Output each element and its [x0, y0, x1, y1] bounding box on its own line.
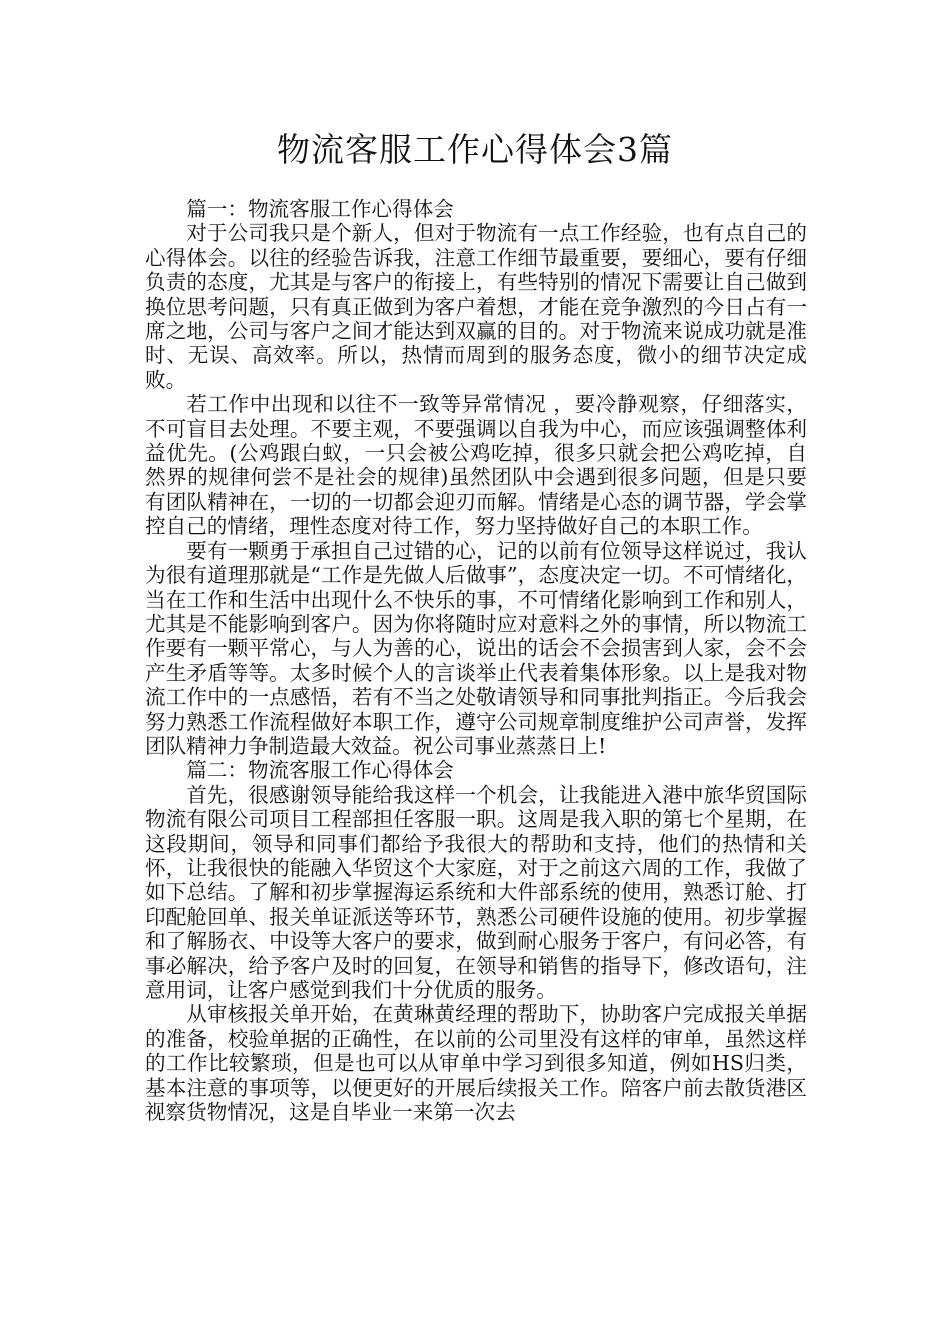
section-heading: 篇一：物流客服工作心得体会	[186, 197, 454, 221]
document-title: 物流客服工作心得体会3篇	[277, 130, 673, 169]
body-paragraph: 对于公司我只是个新人，但对于物流有一点工作经验，也有点自己的心得体会。以往的经验告诉我，注意工作细节最重要，要细心，要有仔细负责的态度，尤其是与客户的衔接上，有些特别的情况下需要让自己做到换位思考问题，只有真正做到为客户着想，才能在竞争激烈的今日占有一席之地，公司与客户之间才能达到双赢的目的。对于物流来说成功就是准时、无误、高效率。所以，热情而周到的服务态度，微小的细节决定成败。	[145, 221, 807, 392]
body-paragraph: 若工作中出现和以往不一致等异常情况 ，要冷静观察，仔细落实，不可盲目去处理。不要主观，不要强调以自我为中心，而应该强调整体利益优先。(公鸡跟白蚁，一只会被公鸡吃掉，很多只就会把公鸡吃掉，自然界的规律何尝不是社会的规律)虽然团队中会遇到很多问题，但是只要有团队精神在，一切的一切都会迎刃而解。情绪是心态的调节器，学会掌控自己的情绪，理性态度对待工作，努力坚持做好自己的本职工作。	[145, 392, 807, 539]
body-paragraph: 首先，很感谢领导能给我这样一个机会，让我能进入港中旅华贸国际物流有限公司项目工程部担任客服一职。这周是我入职的第七个星期，在这段期间，领导和同事们都给予我很大的帮助和支持，他们的热情和关怀，让我很快的能融入华贸这个大家庭，对于之前这六周的工作，我做了如下总结。了解和初步掌握海运系统和大件部系统的使用，熟悉订舱、打印配舱回单、报关单证派送等环节，熟悉公司硬件设施的使用。初步掌握和了解肠衣、中设等大客户的要求，做到耐心服务于客户，有问必答，有事必解决，给予客户及时的回复，在领导和销售的指导下，修改语句，注意用词，让客户感觉到我们十分优质的服务。	[145, 782, 807, 1002]
section-heading: 篇二：物流客服工作心得体会	[186, 758, 454, 783]
body-paragraph: 要有一颗勇于承担自己过错的心，记的以前有位领导这样说过，我认为很有道理那就是“工作是先做人后做事”，态度决定一切。不可情绪化，当在工作和生活中出现什么不快乐的事，不可情绪化影响到工作和别人，尤其是不能影响到客户。因为你将随时应对意料之外的事情，所以物流工作要有一颗平常心，与人为善的心，说出的话会不会损害到人家，会不会产生矛盾等等。太多时候个人的言谈举止代表着集体形象。以上是我对物流工作中的一点感悟，若有不当之处敬请领导和同事批判指正。今后我会努力熟悉工作流程做好本职工作，遵守公司规章制度维护公司声誉，发挥团队精神力争制造最大效益。祝公司事业蒸蒸日上!	[145, 538, 807, 758]
body-paragraph: 从审核报关单开始，在黄琳黄经理的帮助下，协助客户完成报关单据的准备，校验单据的正确性，在以前的公司里没有这样的审单，虽然这样的工作比较繁琐，但是也可以从审单中学习到很多知道，例如HS归类，基本注意的事项等，以便更好的开展后续报关工作。陪客户前去散货港区视察货物情况，这是自毕业一来第一次去	[145, 1002, 807, 1125]
document-body	[145, 197, 807, 1124]
